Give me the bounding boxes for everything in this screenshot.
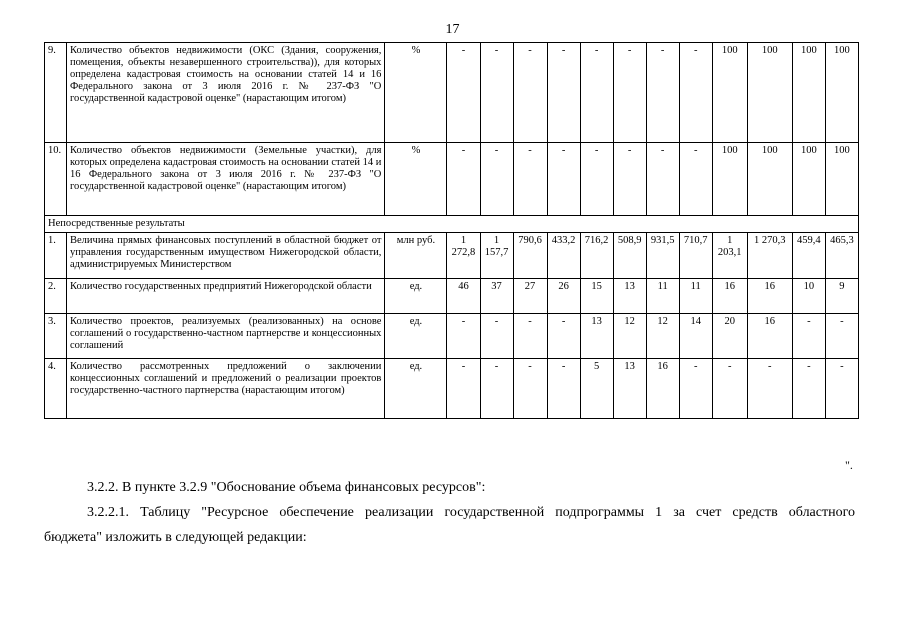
row-number: 9. [45, 43, 67, 143]
indicator-value: 459,4 [792, 233, 825, 279]
indicator-value: 100 [825, 43, 858, 143]
indicator-value: 433,2 [547, 233, 580, 279]
indicator-value: 15 [580, 279, 613, 314]
indicator-value: - [480, 143, 513, 216]
indicator-value: - [447, 43, 480, 143]
table-row [45, 143, 859, 216]
indicator-value: 1 157,7 [480, 233, 513, 279]
indicator-value: 100 [792, 143, 825, 216]
indicators-table [44, 42, 859, 419]
indicator-value: 16 [747, 279, 792, 314]
indicator-value: 465,3 [825, 233, 858, 279]
indicator-value: - [679, 43, 712, 143]
indicator-value: - [747, 359, 792, 419]
indicator-value: 46 [447, 279, 480, 314]
indicator-value: - [513, 43, 547, 143]
indicator-value: 931,5 [646, 233, 679, 279]
indicator-value: 26 [547, 279, 580, 314]
indicator-value: - [480, 314, 513, 359]
unit-of-measure: ед. [385, 279, 447, 314]
row-number: 2. [45, 279, 67, 314]
indicator-value: - [679, 359, 712, 419]
indicator-name: Количество государственных предприятий Нижегородской области [67, 279, 385, 314]
indicator-name: Количество проектов, реализуемых (реализованных) на основе соглашений о государственно-частном партнерстве и концессионных соглашений [67, 314, 385, 359]
indicator-value: 10 [792, 279, 825, 314]
indicator-value: - [447, 314, 480, 359]
table-row [45, 314, 859, 359]
indicator-value: - [513, 359, 547, 419]
indicator-value: 13 [613, 279, 646, 314]
indicator-value: 16 [646, 359, 679, 419]
indicator-value: - [646, 43, 679, 143]
closing-quote-mark: ". [845, 458, 853, 472]
indicator-value: 100 [792, 43, 825, 143]
indicator-value: - [580, 143, 613, 216]
indicator-value: 13 [613, 359, 646, 419]
indicator-value: - [447, 143, 480, 216]
indicator-value: 20 [712, 314, 747, 359]
indicator-value: - [447, 359, 480, 419]
indicator-name: Количество объектов недвижимости (ОКС (Здания, сооружения, помещения, объекты незавершенного строительства)), для которых определена кадастровая стоимость на основании статей 14 и 16 Федерального закона от 3 июля 2016 г. № 237-ФЗ "О государственной кадастровой оценке" (нарастающим итогом) [67, 43, 385, 143]
table-row [45, 279, 859, 314]
indicator-value: 13 [580, 314, 613, 359]
row-number: 3. [45, 314, 67, 359]
indicator-value: 11 [679, 279, 712, 314]
indicator-value: - [513, 314, 547, 359]
indicator-value: - [580, 43, 613, 143]
indicator-value: 710,7 [679, 233, 712, 279]
indicator-value: - [547, 143, 580, 216]
paragraph-3-2-2: 3.2.2. В пункте 3.2.9 "Обоснование объема финансовых ресурсов": [87, 480, 486, 495]
indicator-value: 1 270,3 [747, 233, 792, 279]
indicator-value: 790,6 [513, 233, 547, 279]
indicator-value: - [792, 314, 825, 359]
indicator-value: 14 [679, 314, 712, 359]
indicator-value: - [613, 43, 646, 143]
indicator-value: - [547, 43, 580, 143]
table-row [45, 43, 859, 143]
unit-of-measure: млн руб. [385, 233, 447, 279]
row-number: 1. [45, 233, 67, 279]
indicator-value: - [513, 143, 547, 216]
indicator-value: 100 [747, 43, 792, 143]
unit-of-measure: ед. [385, 314, 447, 359]
indicator-value: 1 272,8 [447, 233, 480, 279]
indicator-name: Величина прямых финансовых поступлений в областной бюджет от управления государственным имуществом Нижегородской области, администрируемых Министерством [67, 233, 385, 279]
indicator-value: 12 [646, 314, 679, 359]
indicator-value: - [792, 359, 825, 419]
indicator-value: - [547, 314, 580, 359]
indicator-value: 9 [825, 279, 858, 314]
indicator-value: 37 [480, 279, 513, 314]
table-row [45, 359, 859, 419]
unit-of-measure: % [385, 143, 447, 216]
indicator-value: - [825, 359, 858, 419]
paragraph-3-2-2-1-line1: 3.2.2.1. Таблицу "Ресурсное обеспечение реализации государственной подпрограммы 1 за счет средств областного [87, 505, 855, 520]
indicator-name: Количество рассмотренных предложений о заключении концессионных соглашений и предложений о реализации проектов государственно-частного партнерства (нарастающим итогом) [67, 359, 385, 419]
page-number: 17 [445, 22, 460, 37]
indicator-value: - [712, 359, 747, 419]
paragraph-3-2-2-1-line2: бюджета" изложить в следующей редакции: [44, 530, 307, 545]
indicator-value: - [825, 314, 858, 359]
indicator-value: 12 [613, 314, 646, 359]
indicator-value: 1 203,1 [712, 233, 747, 279]
row-number: 4. [45, 359, 67, 419]
unit-of-measure: % [385, 43, 447, 143]
unit-of-measure: ед. [385, 359, 447, 419]
indicator-value: - [613, 143, 646, 216]
section-label: Непосредственные результаты [45, 216, 859, 233]
section-row [45, 216, 859, 233]
indicator-value: 100 [825, 143, 858, 216]
indicator-value: 5 [580, 359, 613, 419]
indicator-name: Количество объектов недвижимости (Земельные участки), для которых определена кадастровая стоимость на основании статей 14 и 16 Федерального закона от 3 июля 2016 г. № 237-ФЗ "О государственной кадастровой оценке" (нарастающим итогом) [67, 143, 385, 216]
indicator-value: - [646, 143, 679, 216]
indicator-value: 100 [712, 43, 747, 143]
indicator-value: 716,2 [580, 233, 613, 279]
indicator-value: 11 [646, 279, 679, 314]
indicator-value: 100 [712, 143, 747, 216]
indicator-value: 16 [712, 279, 747, 314]
indicator-value: 27 [513, 279, 547, 314]
table-row [45, 233, 859, 279]
indicator-value: 16 [747, 314, 792, 359]
indicator-value: - [480, 359, 513, 419]
indicator-value: - [679, 143, 712, 216]
indicator-value: 508,9 [613, 233, 646, 279]
indicator-value: - [480, 43, 513, 143]
row-number: 10. [45, 143, 67, 216]
indicator-value: - [547, 359, 580, 419]
indicator-value: 100 [747, 143, 792, 216]
